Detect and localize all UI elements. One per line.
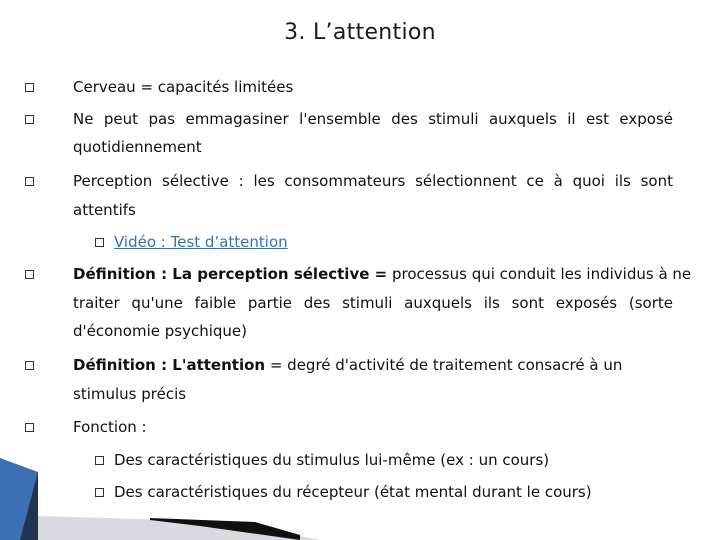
- bullet-text-continuation: d'économie psychique): [73, 322, 248, 340]
- slide-title: 3. L’attention: [284, 20, 436, 45]
- bullet-marker: [25, 270, 34, 279]
- sub-bullet-marker: [95, 456, 104, 465]
- bullet-text-continuation: quotidiennement: [73, 138, 202, 156]
- sub-bullet-text: Des caractéristiques du récepteur (état mental durant le cours): [114, 483, 592, 501]
- bullet-marker: [25, 83, 34, 92]
- sub-bullet-marker: [95, 488, 104, 497]
- bullet-marker: [25, 361, 34, 370]
- decorative-gray-band: [38, 516, 320, 540]
- bullet-marker: [25, 177, 34, 186]
- bullet-text: Cerveau = capacités limitées: [73, 78, 294, 96]
- bullet-text-continuation: stimulus précis: [73, 385, 187, 403]
- definition-term: Définition : L'attention: [73, 356, 266, 374]
- bullet-marker: [25, 423, 34, 432]
- decorative-black-stroke: [150, 518, 300, 540]
- decorative-dark-wedge: [20, 472, 38, 540]
- bullet-text: Fonction :: [73, 418, 147, 436]
- bullet-text: Perception sélective : les consommateurs sélectionnent ce à quoi ils sont: [73, 172, 673, 190]
- bullet-text: Ne peut pas emmagasiner l'ensemble des stimuli auxquels il est exposé: [73, 110, 673, 128]
- definition-text: processus qui conduit les individus à ne: [387, 265, 692, 283]
- bullet-text: [73, 355, 622, 375]
- sub-bullet-marker: [95, 238, 104, 247]
- definition-text: = degré d'activité de traitement consacré à un: [265, 356, 623, 374]
- bullet-text-continuation: attentifs: [73, 201, 136, 219]
- bullet-text: [73, 264, 691, 284]
- bullet-marker: [25, 115, 34, 124]
- definition-term: Définition : La perception sélective =: [73, 265, 388, 283]
- bullet-text-continuation: traiter qu'une faible partie des stimuli auxquels ils sont exposés (sorte: [73, 294, 673, 312]
- sub-bullet-text: Des caractéristiques du stimulus lui-même (ex : un cours): [114, 451, 550, 469]
- decorative-blue-wedge: [0, 458, 38, 540]
- video-link[interactable]: Vidéo : Test d’attention: [114, 233, 288, 251]
